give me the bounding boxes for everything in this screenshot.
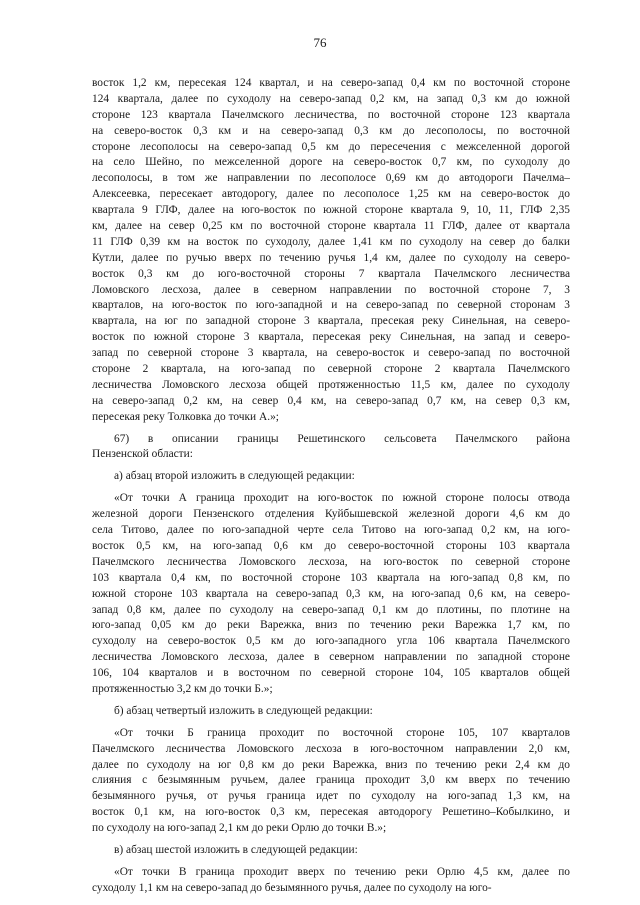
- text-line: протяженностью 3,2 км до точки Б.»;: [92, 682, 273, 695]
- text-line: 106, 104 кварталов и в восточном по северной стороне 104, 105 кварталов общей: [92, 667, 570, 680]
- text-line: восток по южной стороне 3 квартала, пересекая реку Синельная, на запад и северо-: [92, 331, 570, 344]
- text-line: «От точки В граница проходит вверх по течению реки Орлю 4,5 км, далее по: [114, 865, 570, 878]
- text-line: Ломовского лесхоза, далее в северном направлении по восточной стороне 7, 3: [92, 283, 570, 296]
- paragraph-subitem-a-heading: [92, 469, 570, 485]
- text-line: 124 квартала, далее по суходолу на северо-запад 0,2 км, на запад 0,3 км до южной: [92, 92, 570, 105]
- paragraph-subitem-c-heading: [92, 843, 570, 859]
- text-line: на село Шейно, по межселенной дороге на северо-восток 0,7 км, по суходолу до: [92, 156, 570, 169]
- text-line: безымянного ручья, от ручья граница идет по суходолу на юго-запад 1,3 км, на: [92, 790, 570, 803]
- text-line: Пачелмского лесничества Ломовского лесхоза в юго-восточном направлении 2,0 км,: [92, 742, 570, 755]
- text-line: Алексеевка, пересекает автодорогу, далее по лесополосе 1,25 км на северо-восток до: [92, 188, 570, 201]
- text-line: квартала, на юг по западной стороне 3 квартала, пресекая реку Синельная, на северо-: [92, 315, 570, 328]
- text-line: слияния с безымянным ручьем, далее граница проходит 3,0 км вверх по течению: [92, 774, 570, 787]
- document-body: [92, 76, 570, 897]
- text-line: «От точки Б граница проходит по восточной стороне 105, 107 кварталов: [114, 726, 570, 739]
- text-line: восток 0,3 км до юго-восточной стороны 7 квартала Пачелмского лесничества: [92, 267, 570, 280]
- text-line: Пачелмского лесничества Ломовского лесхоза, на юго-восток по северной стороне: [92, 555, 570, 568]
- text-line: 11 ГЛФ 0,39 км на восток по суходолу, далее 1,41 км по суходолу на север до балки: [92, 235, 570, 248]
- text-line: суходолу на северо-восток 0,5 км до юго-западного угла 106 квартала Пачелмского: [92, 635, 570, 648]
- paragraph-subitem-b-text: [92, 726, 570, 837]
- text-line: на северо-запад 0,2 км, на север 0,4 км, на северо-запад 0,7 км, на север 0,3 км,: [92, 394, 570, 407]
- text-line: восток 0,1 км, на юго-восток 0,3 км, пересекая автодорогу Решетино–Кобылкино, и: [92, 806, 570, 819]
- text-line: Кутли, далее по ручью вверх по течению ручья 1,4 км, далее по суходолу на северо-: [92, 251, 570, 264]
- text-line: пересекая реку Толковка до точки А.»;: [92, 410, 279, 423]
- text-line: восток 0,5 км, на юго-запад 0,6 км до северо-восточной стороны 103 квартала: [92, 539, 570, 552]
- text-line: лесополосы, в том же направлении по лесополосе 0,69 км до автодороги Пачелма–: [92, 172, 570, 185]
- text-line: лесничества Ломовского лесхоза общей протяженностью 11,5 км, далее по суходолу: [92, 378, 570, 391]
- text-line: 103 квартала 0,4 км, по восточной стороне 103 квартала на юго-запад 0,8 км, по: [92, 571, 570, 584]
- text-line: в) абзац шестой изложить в следующей редакции:: [114, 843, 358, 856]
- text-line: железной дороги Пензенского отделения Куйбышевской железной дороги 4,6 км до: [92, 508, 570, 521]
- text-line: южной стороне 103 квартала на северо-запад 0,3 км, на юго-запад 0,6 км, на северо-: [92, 587, 570, 600]
- text-line: б) абзац четвертый изложить в следующей редакции:: [114, 704, 373, 717]
- page-number: 76: [313, 35, 327, 50]
- text-line: суходолу 1,1 км на северо-запад до безымянного ручья, далее по суходолу на юго-: [92, 881, 492, 894]
- text-line: далее по суходолу на юг 0,8 км до реки Варежка, вниз по течению реки 2,4 км до: [92, 758, 570, 771]
- paragraph-subitem-c-text: [92, 865, 570, 897]
- text-line: квартала 9 ГЛФ, далее на юго-восток по южной стороне квартала 9, 10, 11, ГЛФ 2,35: [92, 204, 570, 217]
- text-line: а) абзац второй изложить в следующей редакции:: [114, 470, 355, 483]
- text-line: Пензенской области:: [92, 448, 193, 461]
- text-line: запад по северной стороне 3 квартала, на северо-восток и северо-запад по восточной: [92, 347, 570, 360]
- paragraph-item-67: [92, 432, 570, 464]
- text-line: км, далее на север 0,25 км по восточной стороне квартала 11 ГЛФ, далее от квартала: [92, 220, 570, 233]
- text-line: по суходолу на юго-запад 2,1 км до реки Орлю до точки В.»;: [92, 822, 387, 835]
- text-line: «От точки А граница проходит на юго-восток по южной стороне полосы отвода: [114, 492, 570, 505]
- text-line: кварталов, на юго-восток по юго-западной и на северо-запад по северной сторонам 3: [92, 299, 570, 312]
- paragraph-subitem-a-text: [92, 491, 570, 698]
- text-line: села Титово, далее по юго-западной черте села Титово на юго-запад 0,2 км, на юго-: [92, 524, 570, 537]
- text-line: запад 0,8 км, далее по суходолу на северо-запад 0,1 км до плотины, по плотине на: [92, 603, 570, 616]
- paragraph-boundary-description-continuation: [92, 76, 570, 426]
- text-line: восток 1,2 км, пересекая 124 квартал, и на северо-запад 0,4 км по восточной стороне: [92, 77, 570, 89]
- text-line: 67) в описании границы Решетинского сельсовета Пачелмского района: [114, 432, 570, 445]
- text-line: стороне лесополосы на северо-запад 0,5 км до пересечения с межселенной дорогой: [92, 140, 570, 153]
- paragraph-subitem-b-heading: [92, 704, 570, 720]
- text-line: стороне 123 квартала Пачелмского лесничества, по восточной стороне 123 квартала: [92, 108, 570, 121]
- text-line: юго-запад 0,05 км до реки Варежка, вниз по течению реки Варежка 1,7 км, по: [92, 619, 570, 632]
- text-line: стороне 2 квартала, на юго-запад по северной стороне 2 квартала Пачелмского: [92, 363, 570, 376]
- text-line: на северо-восток 0,3 км и на северо-запад 0,3 км до лесополосы, по восточной: [92, 124, 570, 137]
- text-line: лесничества Ломовского лесхоза, далее в северном направлении по западной стороне: [92, 651, 570, 664]
